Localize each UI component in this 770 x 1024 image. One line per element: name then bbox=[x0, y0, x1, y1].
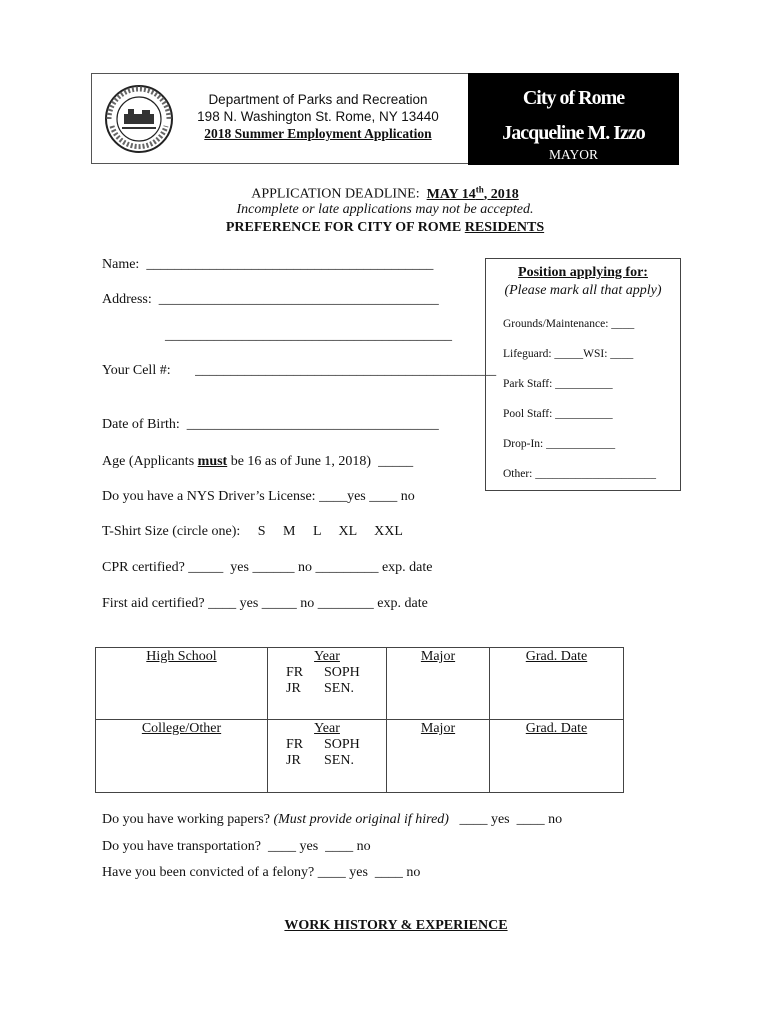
year-jr[interactable]: JR bbox=[286, 681, 301, 696]
position-pool-staff[interactable]: Pool Staff: __________ bbox=[503, 408, 613, 420]
grad-date-cell[interactable] bbox=[490, 648, 624, 720]
school-cell[interactable] bbox=[96, 720, 268, 793]
position-park-staff[interactable]: Park Staff: __________ bbox=[503, 378, 613, 390]
school-label: College/Other bbox=[141, 721, 222, 736]
application-title: 2018 Summer Employment Application bbox=[204, 126, 432, 141]
grad-date-label: Grad. Date bbox=[525, 721, 588, 736]
year-soph[interactable]: SOPH bbox=[324, 737, 360, 752]
address-field-line2[interactable]: _________________________________________ bbox=[165, 328, 452, 343]
deadline-label: APPLICATION DEADLINE bbox=[251, 186, 416, 202]
table-row bbox=[96, 720, 624, 793]
papers-label: Do you have working papers? bbox=[102, 812, 274, 827]
major-cell[interactable] bbox=[387, 648, 490, 720]
residency-preference bbox=[90, 220, 680, 236]
age-blank[interactable]: be 16 as of June 1, 2018) _____ bbox=[227, 454, 414, 469]
deadline-date-sup: th bbox=[475, 184, 484, 194]
deadline-date-main: MAY 14 bbox=[426, 186, 476, 202]
age-label: Age (Applicants bbox=[102, 454, 198, 469]
mayor-title: MAYOR bbox=[548, 147, 599, 162]
cell-field[interactable]: Your Cell #: ___________________________________________ bbox=[102, 363, 497, 378]
work-history-heading: WORK HISTORY & EXPERIENCE bbox=[284, 918, 508, 933]
deadline-date bbox=[426, 184, 519, 202]
name-field[interactable]: Name: _________________________________________ bbox=[102, 257, 434, 272]
year-cell[interactable] bbox=[268, 720, 387, 793]
papers-note: (Must provide original if hired) bbox=[273, 812, 449, 827]
table-row bbox=[96, 648, 624, 720]
major-label: Major bbox=[420, 721, 456, 736]
mayor-name: Jacqueline M. Izzo bbox=[502, 122, 645, 144]
year-options bbox=[272, 665, 382, 681]
late-notice: Incomplete or late applications may not be accepted. bbox=[236, 202, 534, 217]
year-cell[interactable] bbox=[268, 648, 387, 720]
school-label: High School bbox=[146, 649, 217, 664]
grad-date-label: Grad. Date bbox=[525, 649, 588, 664]
tshirt-size-question[interactable]: T-Shirt Size (circle one): S M L XL XXL bbox=[102, 524, 403, 539]
working-papers-question[interactable] bbox=[102, 812, 562, 828]
city-name: City of Rome bbox=[522, 87, 625, 109]
felony-question[interactable]: Have you been convicted of a felony? ____ yes ____ no bbox=[102, 865, 421, 880]
school-cell[interactable] bbox=[96, 648, 268, 720]
year-options bbox=[272, 681, 382, 697]
position-grounds[interactable]: Grounds/Maintenance: ____ bbox=[503, 318, 635, 330]
deadline-colon: : bbox=[415, 186, 427, 202]
position-lifeguard[interactable]: Lifeguard: _____WSI: ____ bbox=[503, 348, 634, 360]
year-soph[interactable]: SOPH bbox=[324, 665, 360, 680]
position-subtitle: (Please mark all that apply) bbox=[504, 283, 662, 298]
dob-field[interactable]: Date of Birth: ____________________________________ bbox=[102, 417, 439, 432]
preference-residents: RESIDENTS bbox=[464, 220, 545, 235]
major-label: Major bbox=[420, 649, 456, 664]
year-jr[interactable]: JR bbox=[286, 753, 301, 768]
papers-answer[interactable]: ____ yes ____ no bbox=[448, 812, 563, 827]
deadline-date-year: , 2018 bbox=[483, 186, 519, 202]
transportation-question[interactable]: Do you have transportation? ____ yes ____ no bbox=[102, 839, 371, 854]
year-sen[interactable]: SEN. bbox=[324, 753, 354, 768]
preference-text: PREFERENCE FOR CITY OF ROME bbox=[225, 220, 465, 235]
address-field[interactable]: Address: ________________________________________ bbox=[102, 292, 439, 307]
department-address: 198 N. Washington St. Rome, NY 13440 bbox=[197, 109, 439, 124]
department-name: Department of Parks and Recreation bbox=[208, 92, 428, 107]
major-cell[interactable] bbox=[387, 720, 490, 793]
year-options bbox=[272, 737, 382, 753]
year-label: Year bbox=[314, 649, 340, 664]
age-field[interactable] bbox=[102, 454, 413, 470]
cpr-question[interactable]: CPR certified? _____ yes ______ no _________ exp. date bbox=[102, 560, 433, 575]
application-deadline bbox=[90, 184, 680, 203]
city-seal-icon bbox=[104, 84, 174, 154]
position-title: Position applying for: bbox=[518, 265, 648, 280]
grad-date-cell[interactable] bbox=[490, 720, 624, 793]
year-fr[interactable]: FR bbox=[286, 737, 304, 752]
year-sen[interactable]: SEN. bbox=[324, 681, 354, 696]
license-question[interactable]: Do you have a NYS Driver’s License: ____yes ____ no bbox=[102, 489, 415, 504]
first-aid-question[interactable]: First aid certified? ____ yes _____ no ________ exp. date bbox=[102, 596, 428, 611]
year-fr[interactable]: FR bbox=[286, 665, 304, 680]
age-must: must bbox=[197, 454, 228, 469]
year-label: Year bbox=[314, 721, 340, 736]
position-drop-in[interactable]: Drop-In: ____________ bbox=[503, 438, 616, 450]
education-table bbox=[95, 647, 624, 793]
position-other[interactable]: Other: _____________________ bbox=[503, 468, 657, 480]
year-options bbox=[272, 753, 382, 769]
